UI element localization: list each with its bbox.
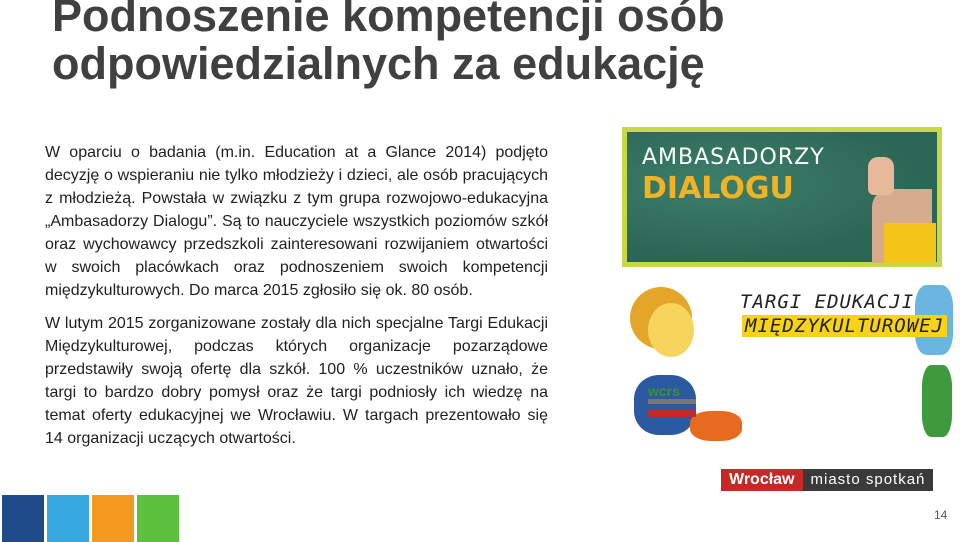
person-illustration <box>690 411 742 441</box>
paragraph-ambasadorzy: W oparciu o badania (m.in. Education at a Glance 2014) podjęto decyzję o wspieraniu nie tylko młodzieży i dzieci, ale osób pracujących z młodzieżą. Powstała w związku z tym grupa rozwojowo-edukacyjna „Ambasadorzy Dialogu”. Są to nauczyciele wszystkich poziomów szkół oraz wychowawcy przedszkoli zainteresowani rozwijaniem otwartości w swoich placówkach oraz podnoszeniem swoich kompetencji międzykulturowych. Do marca 2015 zgłosiło się ok. 80 osób. <box>45 144 548 299</box>
hand-illustration <box>868 157 894 195</box>
page-number: 14 <box>934 508 948 522</box>
person-illustration <box>648 303 694 357</box>
wroclaw-city: Wrocław <box>721 469 803 491</box>
logo-subtitle-bar <box>648 399 696 404</box>
decor-square-green <box>137 495 179 542</box>
targi-title-highlight: MIĘDZYKULTUROWEJ <box>742 315 947 337</box>
targi-title-line2 <box>742 315 947 337</box>
ambasadorzy-text: AMBASADORZY <box>642 145 825 170</box>
person-illustration <box>922 365 952 437</box>
paragraph-targi: W lutym 2015 zorganizowane zostały dla nich specjalne Targi Edukacji Międzykulturowej, podczas których organizacje pozarządowe przedstawiły swoją ofertę dla szkół. 100 % uczestników uznało, że targi to bardzo dobry pomysł oraz że targi podniosły ich wiedzę na temat oferty edukacyjnej we Wrocławiu. W targach prezentowało się 14 organizacji uczących otwartości. <box>45 315 548 447</box>
decor-square-lightblue <box>47 495 89 542</box>
slide-title: Podnoszenie kompetencji osób odpowiedzialnych za edukację <box>52 0 725 89</box>
ambasadorzy-dialogu-image <box>622 127 942 267</box>
decor-square-blue <box>2 495 44 542</box>
wroclaw-small-logo <box>648 410 696 417</box>
wroclaw-slogan: miasto spotkań <box>803 469 934 491</box>
sleeve-illustration <box>884 223 936 263</box>
dialogu-text: DIALOGU <box>642 171 794 206</box>
targi-edukacji-image <box>630 283 948 438</box>
decor-square-orange <box>92 495 134 542</box>
targi-title-line1: TARGI EDUKACJI <box>740 291 915 313</box>
wroclaw-banner <box>721 469 933 491</box>
wcrs-logo: wcrs <box>648 383 680 399</box>
